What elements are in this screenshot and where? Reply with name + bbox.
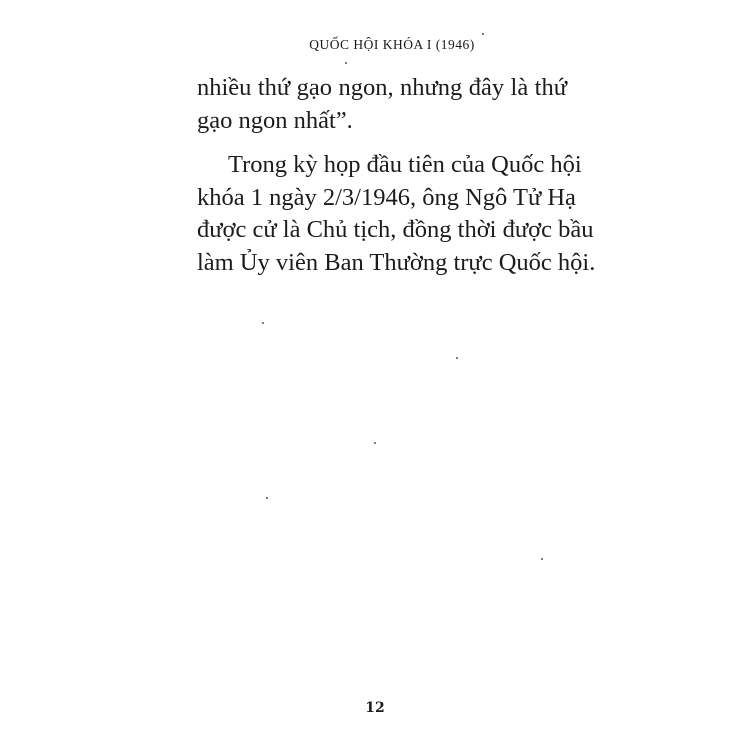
text-line: Trong kỳ họp đầu tiên của Quốc hội: [228, 151, 582, 178]
page-number: 12: [365, 700, 385, 716]
running-head: QUỐC HỘI KHÓA I (1946): [309, 37, 475, 52]
scan-speck: [456, 357, 458, 359]
scan-speck: [482, 33, 484, 35]
text-line: nhiều thứ gạo ngon, nhưng đây là thứ: [197, 74, 567, 101]
text-line: được cử là Chủ tịch, đồng thời được bầu: [197, 216, 594, 243]
text-line: khóa 1 ngày 2/3/1946, ông Ngô Tử Hạ: [197, 183, 576, 211]
text-line: gạo ngon nhất”.: [197, 106, 353, 134]
scan-speck: [374, 442, 376, 444]
scan-speck: [266, 497, 268, 499]
paragraph-1: [197, 72, 567, 137]
scan-speck: [345, 62, 347, 64]
scan-speck: [541, 558, 543, 560]
body-text: [197, 72, 596, 279]
paragraph-2: [197, 149, 596, 279]
text-line: làm Ủy viên Ban Thường trực Quốc hội.: [197, 248, 596, 276]
scan-speck: [262, 322, 264, 324]
